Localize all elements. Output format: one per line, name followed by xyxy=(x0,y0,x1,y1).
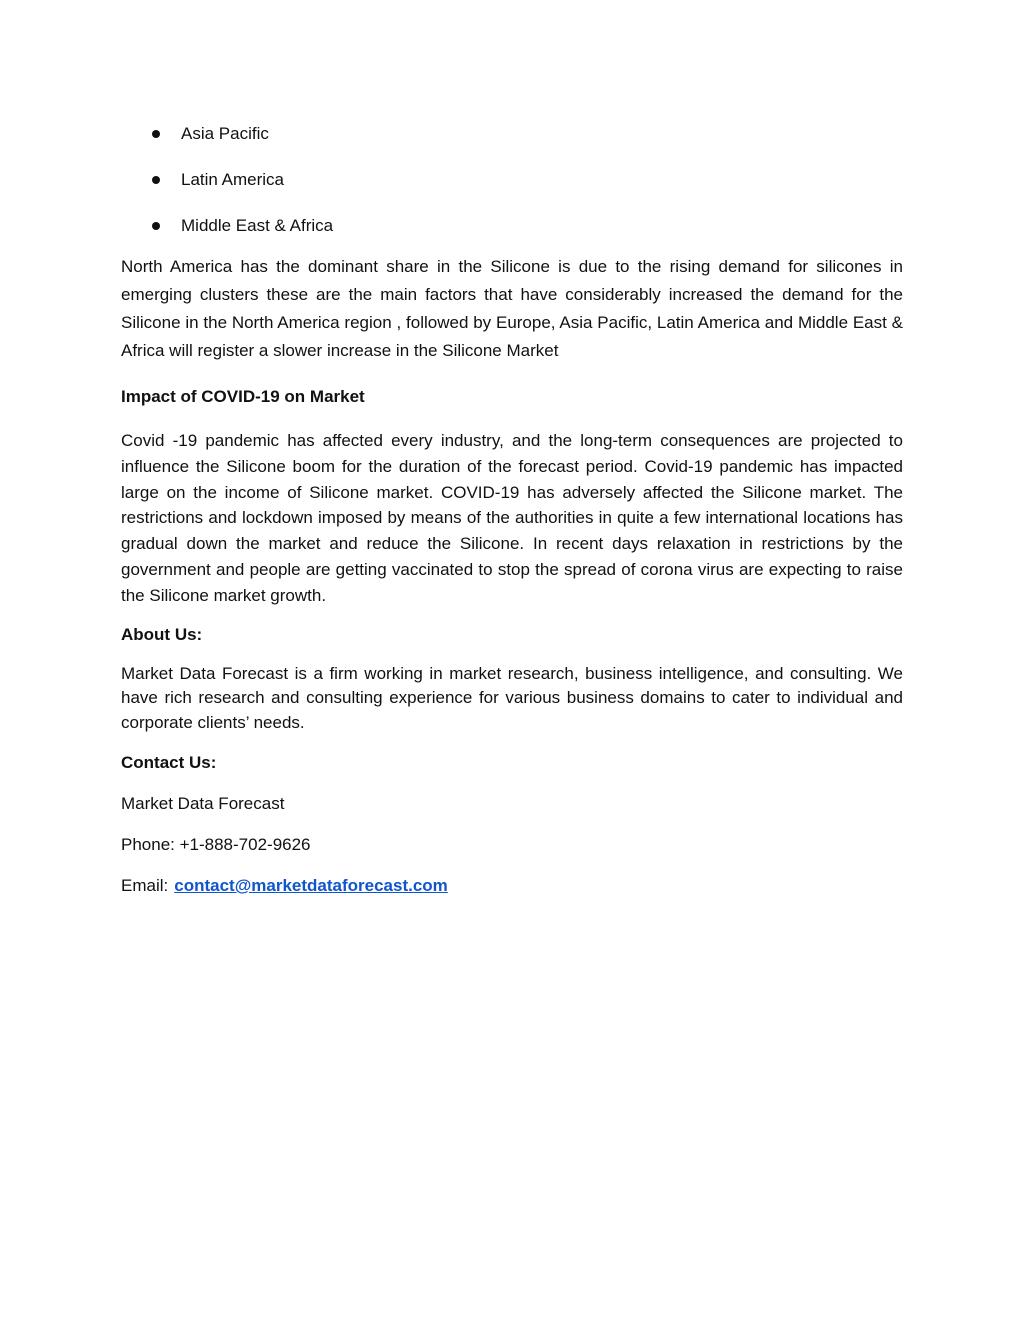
bullet-icon xyxy=(152,176,160,184)
north-america-paragraph: North America has the dominant share in the Silicone is due to the rising demand for silicones in emerging clusters these are the main factors that have considerably increased the demand for the Silicone in the North America region , followed by Europe, Asia Pacific, Latin America and Middle East & Africa will register a slower increase in the Silicone Market xyxy=(121,257,903,360)
impact-heading: Impact of COVID-19 on Market xyxy=(121,387,365,406)
about-heading: About Us: xyxy=(121,624,203,644)
about-paragraph: Market Data Forecast is a firm working in market research, business intelligence, and consulting. We have rich research and consulting experience for various business domains to cater to individual and corporate clients’ needs. xyxy=(121,663,903,732)
list-item xyxy=(121,210,903,256)
email-line xyxy=(121,874,903,898)
bullet-icon xyxy=(152,222,160,230)
document-page xyxy=(121,118,903,898)
list-item xyxy=(121,118,903,164)
region-label: Asia Pacific xyxy=(181,124,269,143)
email-link[interactable]: contact@marketdataforecast.com xyxy=(174,876,448,896)
impact-paragraph: Covid -19 pandemic has affected every industry, and the long-term consequences are projected to influence the Silicone boom for the duration of the forecast period. Covid-19 pandemic has impacted large on the income of Silicone market. COVID-19 has adversely affected the Silicone market. The restrictions and lockdown imposed by means of the authorities in quite a few international locations has gradual down the market and reduce the Silicone. In recent days relaxation in restrictions by the government and people are getting vaccinated to stop the spread of corona virus are expecting to raise the Silicone market growth. xyxy=(121,431,903,605)
region-label: Middle East & Africa xyxy=(181,216,334,235)
list-item xyxy=(121,164,903,210)
region-label: Latin America xyxy=(181,170,284,189)
contact-heading: Contact Us: xyxy=(121,753,217,773)
bullet-icon xyxy=(152,130,160,138)
email-label: Email: xyxy=(121,876,169,896)
company-name: Market Data Forecast xyxy=(121,794,285,814)
region-list xyxy=(121,118,903,256)
phone-line: Phone: +1-888-702-9626 xyxy=(121,835,311,855)
